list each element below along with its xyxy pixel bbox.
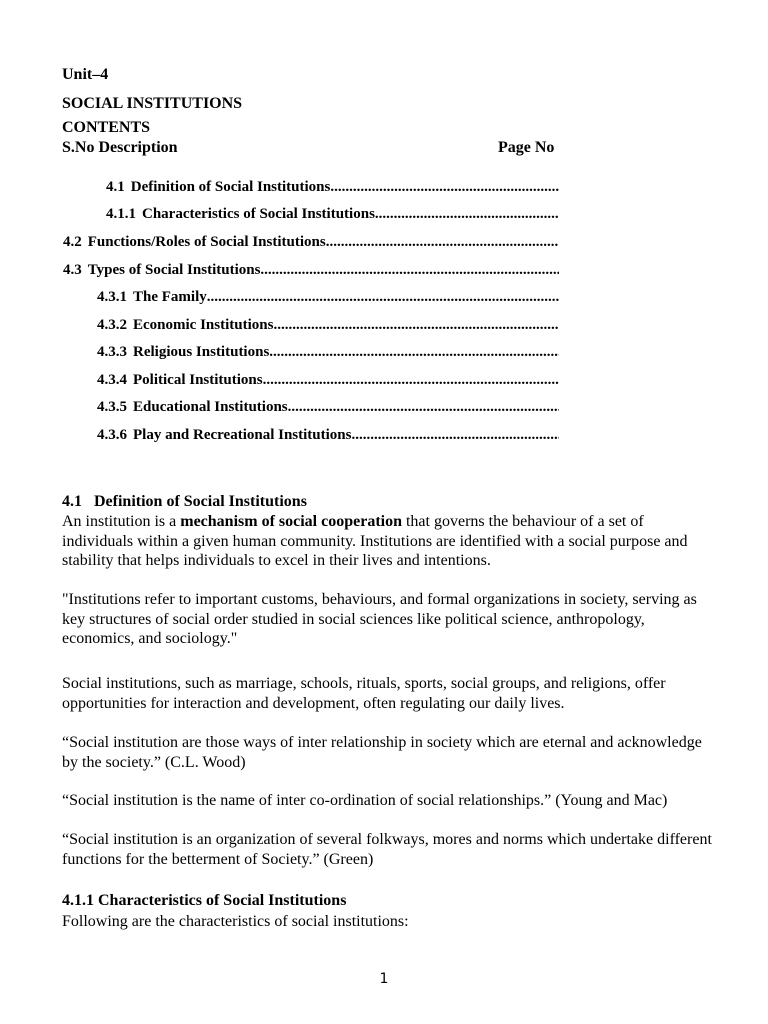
section-heading-4-1: 4.1 Definition of Social Institutions (62, 493, 307, 510)
definition-emphasis: mechanism of social cooperation (180, 513, 402, 530)
toc-entry-4-1-1[interactable] (106, 205, 559, 224)
toc-leader-dots (326, 233, 559, 252)
toc-entry-4-3-1[interactable] (97, 288, 559, 307)
toc-entry-number: 4.3.2 (97, 317, 127, 333)
contents-label: CONTENTS (62, 119, 151, 136)
toc-entry-number: 4.2 (63, 234, 82, 250)
examples-paragraph: Social institutions, such as marriage, schools, rituals, sports, social groups, and religions, offer opportunities for interaction and development, often regulating our daily lives. (62, 675, 666, 712)
toc-leader-dots (288, 398, 559, 417)
toc-entry-label: Functions/Roles of Social Institutions (87, 234, 326, 250)
toc-leader-dots (375, 205, 559, 224)
toc-entry-label: Definition of Social Institutions (130, 179, 331, 195)
toc-entry-4-2[interactable] (63, 233, 559, 252)
toc-entry-label: Economic Institutions (133, 317, 274, 333)
definition-text-end: that governs the behaviour of a set of individuals within a given human community. Institutions are identified with a social purpose and stability that helps individuals to excel in their lives and intentions. (62, 513, 688, 569)
toc-entry-number: 4.1.1 (106, 206, 136, 222)
toc-entry-4-3[interactable] (63, 261, 559, 280)
toc-leader-dots (269, 343, 559, 362)
toc-entry-label: Play and Recreational Institutions (133, 427, 352, 443)
unit-label: Unit–4 (62, 66, 109, 83)
toc-entry-label: The Family (133, 289, 207, 305)
toc-entry-number: 4.3.5 (97, 399, 127, 415)
toc-column-page: Page No (498, 139, 555, 156)
toc-entry-number: 4.3.6 (97, 427, 127, 443)
definition-paragraph (62, 512, 712, 571)
toc-entry-number: 4.3.1 (97, 289, 127, 305)
institutions-quote-paragraph: "Institutions refer to important customs, behaviours, and formal organizations in society, serving as key structures of social order studied in social sciences like political science, anthropology, economics, and sociology." (62, 591, 697, 647)
toc-entry-number: 4.3 (63, 262, 82, 278)
toc-leader-dots (330, 178, 559, 197)
quote-young-mac: “Social institution is the name of inter co-ordination of social relationships.” (Young and Mac) (62, 792, 668, 809)
toc-entry-number: 4.3.4 (97, 372, 127, 388)
toc-leader-dots (207, 288, 559, 307)
toc-entry-label: Educational Institutions (133, 399, 288, 415)
toc-entry-4-3-5[interactable] (97, 398, 559, 417)
document-title: SOCIAL INSTITUTIONS (62, 95, 243, 112)
page-number: 1 (379, 971, 389, 987)
definition-text-start: An institution is a (62, 513, 181, 530)
toc-entry-label: Types of Social Institutions (87, 262, 261, 278)
toc-entry-4-1[interactable] (106, 178, 559, 197)
quote-green: “Social institution is an organization of several folkways, mores and norms which undertake different functions for the betterment of Society.” (Green) (62, 831, 712, 868)
toc-entry-label: Religious Institutions (133, 344, 270, 360)
toc-entry-label: Political Institutions (133, 372, 263, 388)
toc-entry-number: 4.1 (106, 179, 125, 195)
quote-wood: “Social institution are those ways of inter relationship in society which are eternal and acknowledge by the society.” (C.L. Wood) (62, 734, 702, 771)
characteristics-intro: Following are the characteristics of social institutions: (62, 913, 409, 930)
toc-entry-4-3-6[interactable] (97, 426, 559, 445)
section-heading-4-1-1: 4.1.1 Characteristics of Social Institutions (62, 892, 347, 909)
toc-entry-label: Characteristics of Social Institutions (142, 206, 375, 222)
toc-leader-dots (260, 261, 559, 280)
toc-leader-dots (352, 426, 560, 445)
toc-entry-number: 4.3.3 (97, 344, 127, 360)
toc-leader-dots (263, 371, 559, 390)
toc-entry-4-3-4[interactable] (97, 371, 559, 390)
toc-entry-4-3-2[interactable] (97, 316, 559, 335)
toc-leader-dots (273, 316, 559, 335)
toc-column-description: S.No Description (62, 139, 178, 156)
toc-entry-4-3-3[interactable] (97, 343, 559, 362)
